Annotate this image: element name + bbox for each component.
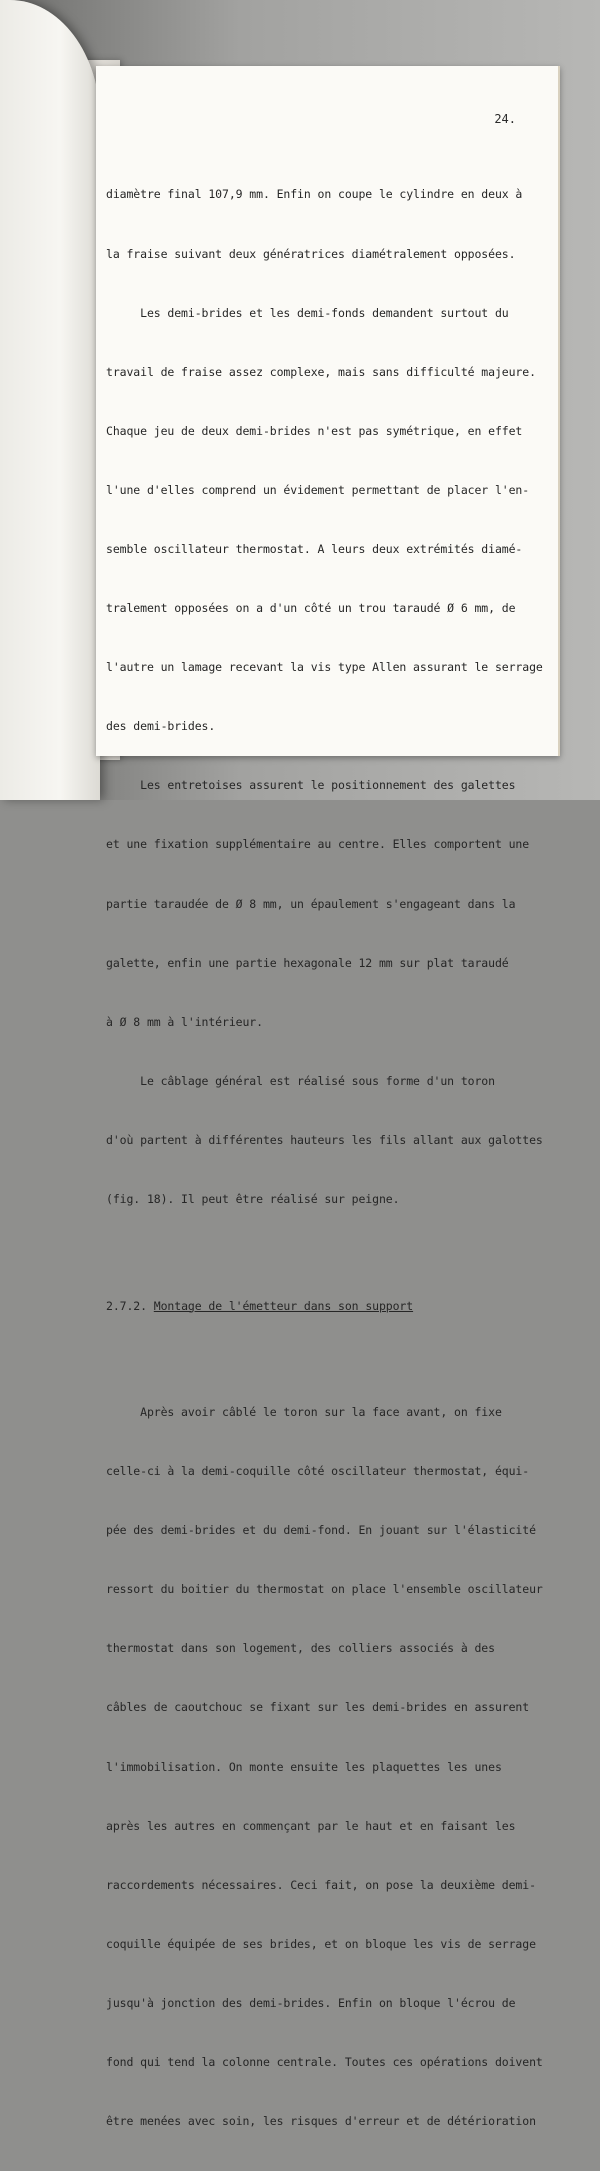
text-line: raccordements nécessaires. Ceci fait, on pose la deuxième demi- xyxy=(106,1877,536,1892)
document-page xyxy=(96,66,560,2129)
text-line: d'où partent à différentes hauteurs les fils allant aux galottes xyxy=(106,1132,543,1147)
text-line: pée des demi-brides et du demi-fond. En jouant sur l'élasticité xyxy=(106,1523,536,1538)
text-line: fond qui tend la colonne centrale. Toutes ces opérations doivent xyxy=(106,2055,543,2070)
curled-page-edge xyxy=(0,0,100,800)
text-line: après les autres en commençant par le haut et en faisant les xyxy=(106,1818,516,1833)
body-text xyxy=(106,146,546,2171)
text-line: tralement opposées on a d'un côté un trou taraudé Ø 6 mm, de xyxy=(106,601,516,616)
text-line: câbles de caoutchouc se fixant sur les demi-brides en assurent xyxy=(106,1700,530,1715)
text-line: galette, enfin une partie hexagonale 12 mm sur plat taraudé xyxy=(106,955,509,970)
text-line: l'une d'elles comprend un évidement permettant de placer l'en- xyxy=(106,482,530,497)
text-line: l'autre un lamage recevant la vis type Allen assurant le serrage xyxy=(106,660,543,675)
text-line: l'immobilisation. On monte ensuite les plaquettes les unes xyxy=(106,1759,502,1774)
text-line: coquille équipée de ses brides, et on bloque les vis de serrage xyxy=(106,1936,536,1951)
section-heading xyxy=(106,1297,546,1317)
text-line: Le câblage général est réalisé sous forme d'un toron xyxy=(106,1073,495,1088)
paragraph-gap xyxy=(106,1356,546,1364)
text-line: semble oscillateur thermostat. A leurs deux extrémités diamé- xyxy=(106,541,523,556)
text-line: (fig. 18). Il peut être réalisé sur peigne. xyxy=(106,1192,400,1206)
text-line: celle-ci à la demi-coquille côté oscillateur thermostat, équi- xyxy=(106,1464,530,1479)
paragraph-gap xyxy=(106,1249,546,1257)
text-line: à Ø 8 mm à l'intérieur. xyxy=(106,1014,263,1029)
text-line: thermostat dans son logement, des colliers associés à des xyxy=(106,1641,495,1656)
section-title: Montage de l'émetteur dans son support xyxy=(153,1298,414,1313)
text-line: Les demi-brides et les demi-fonds demandent surtout du xyxy=(106,305,509,320)
text-line: travail de fraise assez complexe, mais sans difficulté majeure. xyxy=(106,364,536,379)
section-number: 2.7.2. xyxy=(106,1298,147,1313)
text-line: et une fixation supplémentaire au centre. Elles comportent une xyxy=(106,837,530,852)
text-line: jusqu'à jonction des demi-brides. Enfin on bloque l'écrou de xyxy=(106,1995,516,2010)
text-line: être menées avec soin, les risques d'erreur et de détérioration xyxy=(106,2114,536,2129)
text-line: Après avoir câblé le toron sur la face avant, on fixe xyxy=(106,1405,502,1419)
text-line: diamètre final 107,9 mm. Enfin on coupe le cylindre en deux à xyxy=(106,187,523,202)
page-number: 24. xyxy=(494,112,516,126)
text-line: ressort du boitier du thermostat on place l'ensemble oscillateur xyxy=(106,1582,543,1597)
text-line: des demi-brides. xyxy=(106,719,216,734)
text-line: Les entretoises assurent le positionnement des galettes xyxy=(106,778,516,793)
text-line: la fraise suivant deux génératrices diamétralement opposées. xyxy=(106,246,516,261)
text-line: Chaque jeu de deux demi-brides n'est pas symétrique, en effet xyxy=(106,423,523,438)
text-line: partie taraudée de Ø 8 mm, un épaulement s'engageant dans la xyxy=(106,896,516,911)
